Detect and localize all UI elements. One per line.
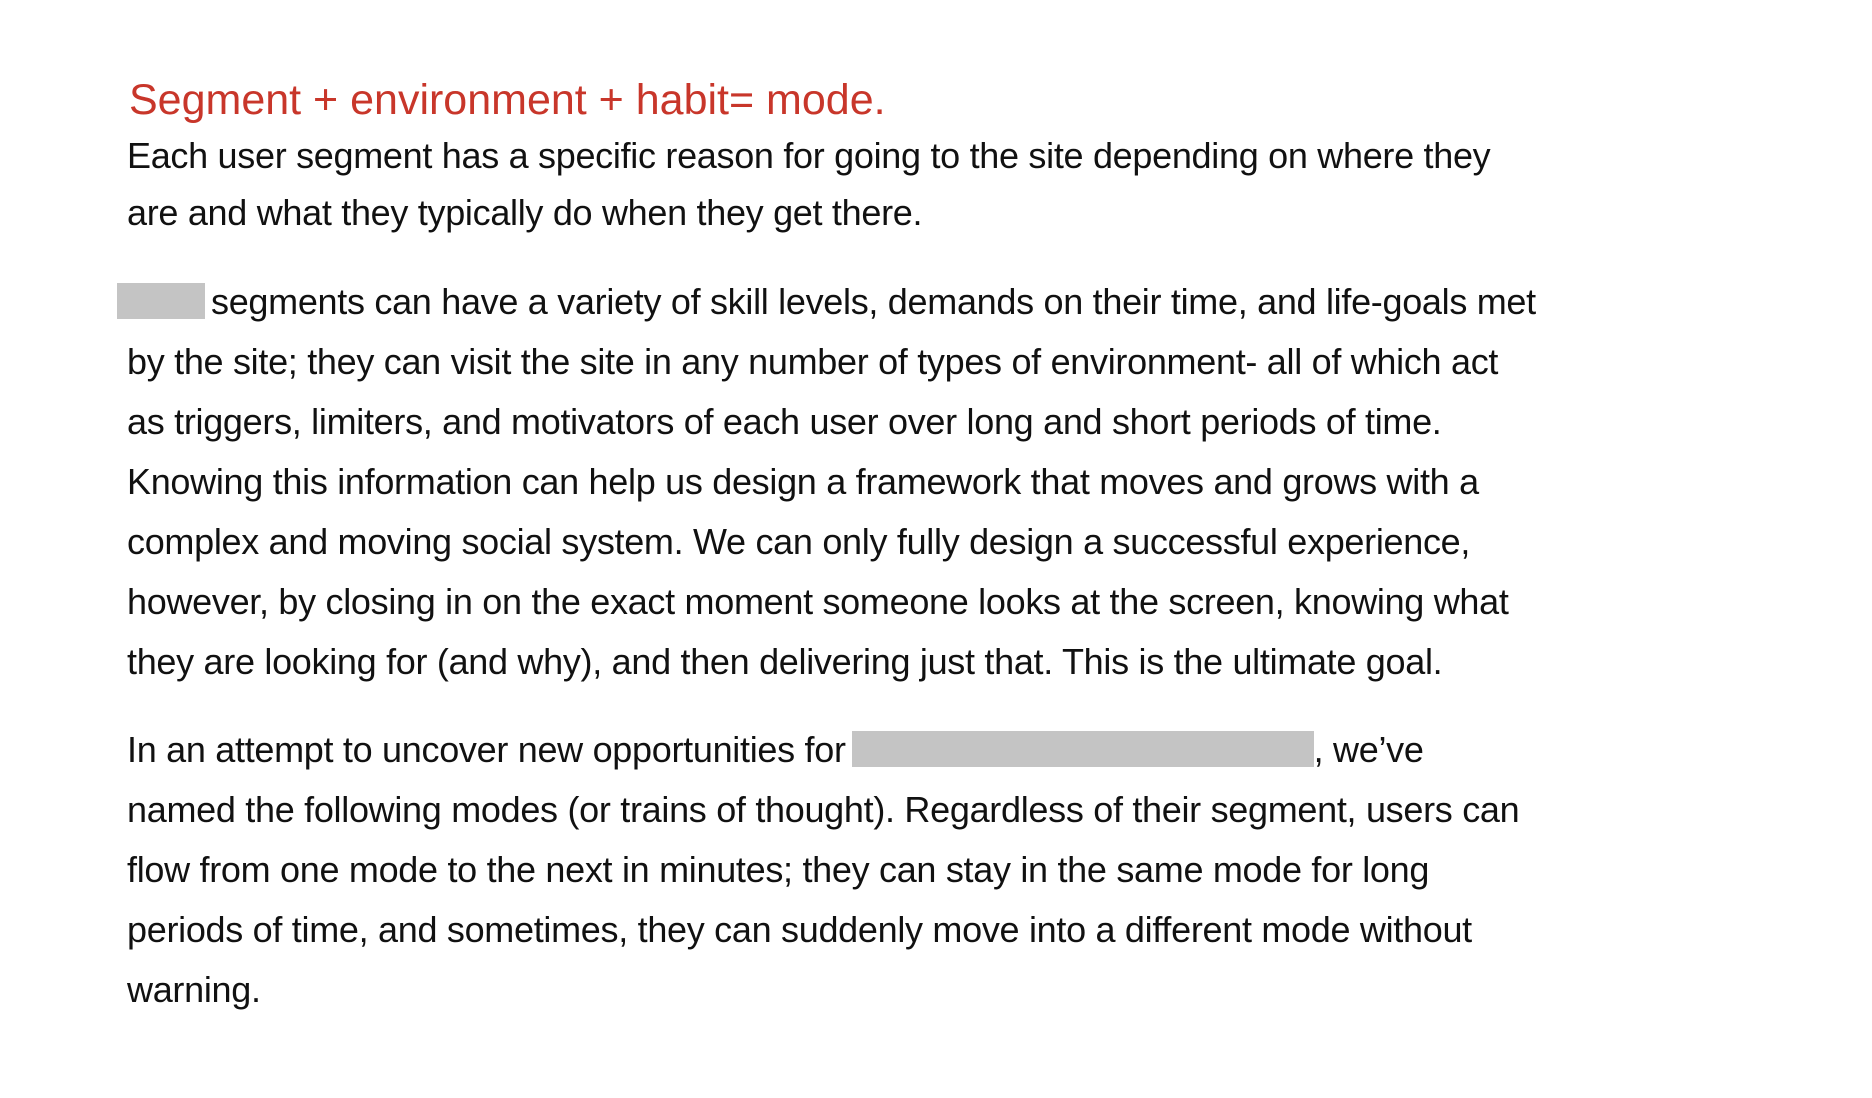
text-fragment: segments can have a variety of skill levels, demands on their time, and life-goals met [211, 281, 1536, 322]
text-line [127, 720, 1627, 780]
text-fragment: , we’ve [1313, 729, 1424, 770]
section-heading: Segment + environment + habit= mode. [129, 76, 886, 124]
redacted-block [117, 283, 205, 319]
text-line: complex and moving social system. We can only fully design a successful experience, [127, 521, 1471, 562]
text-line: as triggers, limiters, and motivators of each user over long and short periods of time. [127, 401, 1442, 442]
text-line: Knowing this information can help us design a framework that moves and grows with a [127, 461, 1479, 502]
paragraph-modes [127, 720, 1627, 1020]
paragraph-intro [127, 127, 1627, 241]
paragraph-segments [127, 272, 1627, 692]
text-line: however, by closing in on the exact moment someone looks at the screen, knowing what [127, 581, 1509, 622]
text-line: named the following modes (or trains of thought). Regardless of their segment, users can [127, 789, 1520, 830]
redacted-block [852, 731, 1314, 767]
text-fragment: In an attempt to uncover new opportunities for [127, 729, 846, 770]
text-line: periods of time, and sometimes, they can suddenly move into a different mode without [127, 909, 1472, 950]
text-line [127, 272, 1627, 332]
text-line: by the site; they can visit the site in any number of types of environment- all of which act [127, 341, 1499, 382]
text-line: Each user segment has a specific reason for going to the site depending on where they [127, 135, 1491, 176]
text-line: they are looking for (and why), and then delivering just that. This is the ultimate goal. [127, 641, 1443, 682]
text-line: warning. [127, 969, 261, 1010]
text-line: flow from one mode to the next in minutes; they can stay in the same mode for long [127, 849, 1430, 890]
text-line: are and what they typically do when they get there. [127, 192, 923, 233]
